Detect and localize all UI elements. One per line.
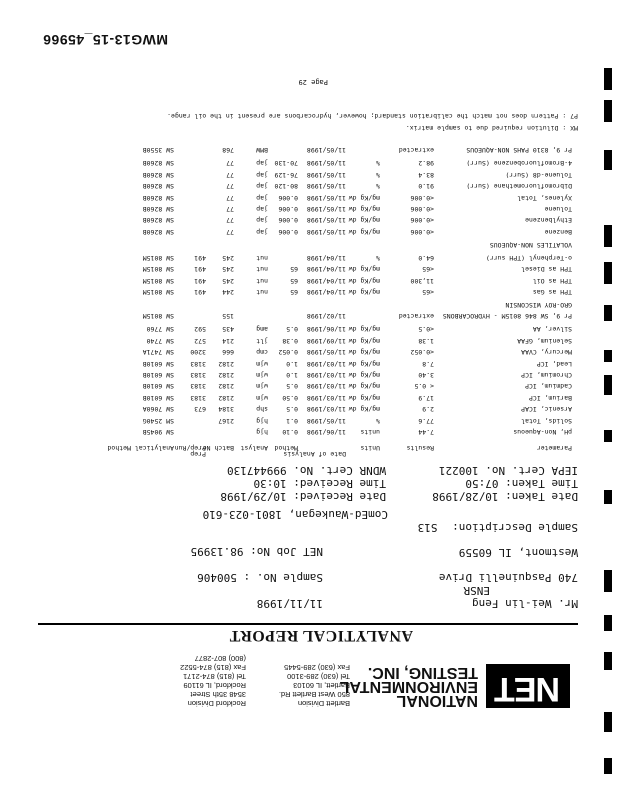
row-parameter: Barium, ICP (528, 393, 572, 402)
row-result: 98.2 (418, 159, 434, 168)
row-batch: 2182 (218, 371, 234, 379)
row-units: % (376, 159, 380, 168)
row-date: 11/03/1998 (306, 359, 346, 368)
row-result: < 0.5 (414, 382, 434, 391)
row-analyst: wjm (256, 382, 268, 391)
row-parameter: 4-Bromofluorobenzene (Surr) (466, 159, 572, 168)
row-method: 0.006 (278, 205, 298, 213)
margin-mark (604, 615, 612, 631)
row-method: 0.006 (278, 216, 298, 225)
row-units: mg/Kg dw (348, 227, 380, 236)
row-method: 0.50 (282, 393, 298, 402)
row-date: 11/05/1998 (306, 193, 346, 202)
row-units: mg/Kg dw (348, 325, 380, 334)
row-parameter: Chromium, ICP (521, 371, 572, 379)
row-batch: 2167 (218, 416, 234, 425)
row-analytical-method: SW 6010B (142, 359, 174, 368)
row-parameter: Benzene (544, 227, 572, 236)
date-received-row (220, 490, 386, 503)
page-number: Page 29 (298, 78, 328, 86)
row-parameter: GRO-ROY WISCONSIN (505, 301, 572, 309)
row-batch: 77 (226, 193, 234, 202)
col-date: Date of Analysis (283, 450, 346, 458)
row-units: mg/Kg dw (348, 265, 380, 274)
row-units: % (376, 182, 380, 191)
row-parameter: Pr 9, SW 846 8015M - HYDROCARBONS (442, 312, 572, 321)
time-taken-row (465, 477, 578, 490)
row-analytical-method: SW 8015M (142, 253, 174, 262)
row-units: units (360, 428, 380, 436)
margin-mark (604, 350, 612, 362)
address-line-1: 740 Pasquinelli Drive (438, 571, 578, 584)
col-units: Units (360, 444, 380, 452)
row-method: 0.5 (286, 405, 298, 414)
row-batch: 77 (226, 182, 234, 191)
row-date: 11/05/1998 (306, 416, 346, 425)
row-result: 91.0 (418, 182, 434, 191)
row-parameter: Xylenes, Total (517, 193, 572, 202)
time-received-label: Time Received: (293, 477, 386, 490)
row-analytical-method: SM 2540G (142, 416, 174, 425)
margin-mark (604, 430, 612, 442)
row-parameter: TPH as Oil (532, 276, 572, 285)
date-taken-row (432, 490, 578, 503)
row-analytical-method: SW 8015M (142, 288, 174, 296)
col-prep-run: Prep/Run (174, 444, 206, 452)
row-analyst: wjm (256, 371, 268, 379)
time-taken-label: Time Taken: (505, 477, 578, 490)
row-parameter: TPH as Gas (532, 288, 572, 296)
wdnr-cert-row (227, 464, 386, 477)
row-analytical-method: SW 7740 (146, 336, 174, 345)
company-line-2: ENVIRONMENTAL (339, 678, 478, 695)
row-analytical-method: SW 8260B (142, 193, 174, 202)
row-analytical-method: SW 8260B (142, 227, 174, 236)
net-job-row (191, 545, 323, 558)
col-prep: Prep (190, 450, 206, 458)
row-analyst: jap (256, 205, 268, 213)
row-result: <0.006 (410, 205, 434, 213)
row-analytical-method: SW 8015M (142, 312, 174, 321)
row-method: 65 (290, 288, 298, 296)
net-job-value: 98.13995 (190, 545, 244, 558)
client-org: ENSR (463, 584, 490, 597)
row-result: <0.5 (418, 325, 434, 334)
row-analytical-method: SW 8260B (142, 205, 174, 213)
col-analytical-method: Analytical Method (107, 444, 174, 452)
row-units: % (376, 416, 380, 425)
sample-no-row (197, 571, 323, 584)
sample-no-label: Sample No. : (243, 571, 323, 584)
note-mx: MX : Dilution required due to sample matrix. (405, 124, 578, 132)
row-analytical-method: SW 8260B (142, 216, 174, 225)
margin-mark (604, 758, 612, 774)
row-prep-run: 592 (194, 325, 206, 334)
row-prep-run: 3183 (190, 382, 206, 391)
row-batch: 666 (222, 348, 234, 357)
row-method: 70-130 (274, 159, 298, 168)
row-method: 0.5 (286, 325, 298, 334)
row-method: 0.5 (286, 382, 298, 391)
rockford-division: Rockford Division 3548 35th Street Rockford, IL 61109 Tel (815) 874-2171 Fax (815) 874-5522 (800) 807-2877 (180, 654, 246, 708)
row-prep-run: 491 (194, 276, 206, 285)
row-analytical-method: SW 8015M (142, 276, 174, 285)
row-result: 17.9 (418, 393, 434, 402)
row-units: mg/Kg dw (348, 288, 380, 296)
time-received-row (254, 477, 386, 490)
row-parameter: Toluene (544, 205, 572, 213)
row-result: 77.6 (418, 416, 434, 425)
margin-mark (604, 712, 612, 732)
date-taken-label: Date Taken: (505, 490, 578, 503)
row-batch: 77 (226, 216, 234, 225)
wdnr-cert-value: 999447130 (227, 464, 287, 477)
row-parameter: Dibromofluoromethane (Surr) (466, 182, 572, 191)
row-date: 11/06/1998 (306, 325, 346, 334)
row-method: 0.10 (282, 428, 298, 436)
row-analyst: jap (256, 182, 268, 191)
row-date: 11/03/1998 (306, 382, 346, 391)
row-method: 76-129 (274, 170, 298, 179)
row-result: <65 (422, 265, 434, 274)
row-prep-run: 491 (194, 288, 206, 296)
row-date: 11/05/1998 (306, 348, 346, 357)
row-batch: 245 (222, 265, 234, 274)
project-name: ComEd-Waukegan, 1801-023-610 (202, 508, 388, 521)
date-received-label: Date Received: (293, 490, 386, 503)
margin-mark (604, 652, 612, 670)
row-date: 11/03/1998 (306, 405, 346, 414)
row-date: 11/05/1998 (306, 182, 346, 191)
row-parameter: Toluene-d8 (Surr) (505, 170, 572, 179)
row-batch: 3184 (218, 405, 234, 414)
row-parameter: pH, Non-Aqueous (513, 428, 572, 436)
report-title: ANALYTICAL REPORT (229, 627, 413, 644)
iepa-cert-label: IEPA Cert. No. (485, 464, 578, 477)
row-analytical-method: SW 7060A (142, 405, 174, 414)
iepa-cert-value: 100221 (438, 464, 479, 477)
wdnr-cert-label: WDNR Cert. No. (293, 464, 386, 477)
row-batch: 244 (222, 288, 234, 296)
row-result: 7.44 (418, 428, 434, 436)
row-method: 0.006 (278, 227, 298, 236)
row-method: 65 (290, 265, 298, 274)
row-analytical-method: SW 8260B (142, 159, 174, 168)
row-result: 7.8 (422, 359, 434, 368)
row-batch: 2182 (218, 393, 234, 402)
row-analyst: nut (256, 288, 268, 296)
row-batch: 2182 (218, 359, 234, 368)
row-date: 11/05/1998 (306, 216, 346, 225)
row-analyst: hjg (256, 416, 268, 425)
date-taken-value: 10/28/1998 (432, 490, 499, 503)
row-units: mg/Kg dw (348, 382, 380, 391)
row-analyst: wjm (256, 393, 268, 402)
row-result: <0.006 (410, 227, 434, 236)
row-prep-run: 491 (194, 253, 206, 262)
col-analyst: Analyst (240, 444, 268, 452)
row-date: 11/09/1998 (306, 336, 346, 345)
margin-mark (604, 570, 612, 592)
row-analyst: BMW (256, 146, 268, 155)
row-units: % (376, 170, 380, 179)
row-parameter: Selenium, GFAA (517, 336, 572, 345)
row-units: mg/Kg dw (348, 336, 380, 345)
row-prep-run: 3183 (190, 393, 206, 402)
col-method: Method (274, 444, 298, 452)
row-result: extracted (398, 312, 434, 321)
date-received-value: 10/29/1998 (220, 490, 287, 503)
row-batch: 214 (222, 336, 234, 345)
row-batch: 77 (226, 227, 234, 236)
row-batch: 245 (222, 253, 234, 262)
company-line-3: TESTING, INC. (367, 664, 478, 681)
row-units: % (376, 253, 380, 262)
margin-mark (604, 100, 612, 122)
row-analytical-method: SW 6010B (142, 371, 174, 379)
row-result: <0.006 (410, 193, 434, 202)
row-date: 11/02/1998 (306, 312, 346, 321)
client-block (439, 546, 578, 610)
row-analyst: jap (256, 170, 268, 179)
row-parameter: Ethylbenzene (525, 216, 572, 225)
row-date: 11/04/1998 (306, 288, 346, 296)
row-method: 1.0 (286, 371, 298, 379)
row-analyst: shp (256, 405, 268, 414)
row-date: 11/05/1998 (306, 159, 346, 168)
col-batch: Batch No. (198, 444, 234, 452)
row-analyst: hjg (256, 428, 268, 436)
row-batch: 77 (226, 159, 234, 168)
sample-description-label: Sample Description: (452, 521, 578, 534)
row-analytical-method: SW 6010B (142, 382, 174, 391)
report-date: 11/11/1998 (256, 597, 323, 610)
row-parameter: Mercury, CVAA (521, 348, 572, 357)
row-analyst: jap (256, 193, 268, 202)
row-parameter: o-Terphenyl (TPH surr) (485, 253, 572, 262)
row-result: 1.38 (418, 336, 434, 345)
row-prep-run: 572 (194, 336, 206, 345)
row-prep-run: 3183 (190, 371, 206, 379)
row-result: <0.052 (410, 348, 434, 357)
title-rule (38, 623, 578, 625)
row-analyst: amg (256, 325, 268, 334)
row-result: 3.40 (418, 371, 434, 379)
row-analyst: nut (256, 276, 268, 285)
row-date: 11/03/1998 (306, 371, 346, 379)
client-name: Mr. Wei-lin Feng (472, 597, 578, 610)
row-method: 0.006 (278, 193, 298, 202)
row-batch: 155 (222, 312, 234, 321)
row-method: 0.1 (286, 416, 298, 425)
time-taken-value: 07:50 (465, 477, 499, 490)
row-parameter: Lead, ICP (536, 359, 572, 368)
row-units: mg/Kg dw (348, 216, 380, 225)
row-result: 83.4 (418, 170, 434, 179)
row-analyst: jap (256, 216, 268, 225)
document-id: MWG13-15_45966 (42, 32, 168, 48)
row-analytical-method: SW 8015M (142, 265, 174, 274)
row-units: mg/Kg dw (348, 205, 380, 213)
row-analytical-method: SW 8260B (142, 182, 174, 191)
row-analyst: cmp (256, 348, 268, 357)
row-date: 11/05/1998 (306, 205, 346, 213)
row-date: 11/05/1998 (306, 170, 346, 179)
row-prep-run: 673 (194, 405, 206, 414)
address-line-2: Westmont, IL 60559 (458, 546, 578, 559)
row-prep-run: 3183 (190, 359, 206, 368)
note-p7: P7 : Pattern does not match the calibration standard; however, hydrocarbons are present in the oil range. (167, 112, 578, 120)
time-received-value: 10:30 (253, 477, 287, 490)
margin-mark (604, 375, 612, 395)
row-result: 2.9 (422, 405, 434, 414)
row-units: mg/Kg dw (348, 348, 380, 357)
row-date: 11/04/1998 (306, 265, 346, 274)
margin-mark (604, 225, 612, 247)
row-parameter: Cadmium, ICP (525, 382, 572, 391)
bartlett-division: Bartlett Division 850 West Bartlett Rd. Bartlett, IL 60103 Tel (630) 289-3100 Fax (630) 289-5445 (278, 663, 350, 708)
row-result: 11,300 (410, 276, 434, 285)
row-parameter: Solids, Total (521, 416, 572, 425)
row-method: 0.38 (282, 336, 298, 345)
row-units: mg/Kg dw (348, 359, 380, 368)
row-units: mg/Kg dw (348, 371, 380, 379)
sample-description-row (418, 521, 578, 534)
net-job-label: NET Job No: (250, 545, 323, 558)
row-batch: 245 (222, 276, 234, 285)
margin-mark (604, 490, 612, 504)
margin-mark (604, 305, 612, 321)
iepa-cert-row (439, 464, 578, 477)
row-units: mg/Kg dw (348, 405, 380, 414)
row-analytical-method: SW 8260B (142, 170, 174, 179)
row-batch: 2182 (218, 382, 234, 391)
row-analyst: wjm (256, 359, 268, 368)
margin-mark (604, 150, 612, 170)
row-units: mg/Kg dw (348, 276, 380, 285)
row-result: <0.006 (410, 216, 434, 225)
row-date: 11/03/1998 (306, 393, 346, 402)
row-prep-run: 491 (194, 265, 206, 274)
row-analyst: jlt (256, 336, 268, 345)
row-result: extracted (398, 146, 434, 155)
sample-description-value: S13 (417, 521, 438, 534)
margin-mark (604, 262, 612, 284)
company-name (340, 665, 478, 707)
row-units: mg/Kg dw (348, 193, 380, 202)
logo-text: NET (495, 670, 560, 708)
sample-no-value: 500406 (197, 571, 237, 584)
row-parameter: Arsenic, ICAP (521, 405, 572, 414)
row-date: 11/05/1998 (306, 146, 346, 155)
row-analyst: nut (256, 253, 268, 262)
row-date: 11/04/1998 (306, 276, 346, 285)
row-parameter: TPH as Diesel (521, 265, 572, 274)
row-result: <65 (422, 288, 434, 296)
row-method: 1.0 (286, 359, 298, 368)
row-batch: 768 (222, 146, 234, 155)
row-analyst: nut (256, 265, 268, 274)
row-batch: 77 (226, 170, 234, 179)
row-parameter: Pr 9, 8310 PAHS NON-AQUEOUS (466, 146, 572, 155)
row-batch: 77 (226, 205, 234, 213)
margin-mark (604, 68, 612, 90)
row-method: 0.052 (278, 348, 298, 357)
row-units: mg/Kg dw (348, 393, 380, 402)
row-analytical-method: SW 3550B (142, 146, 174, 155)
row-method: 65 (290, 276, 298, 285)
col-results: Results (406, 444, 434, 452)
row-date: 11/04/1998 (306, 253, 346, 262)
row-analytical-method: SW 7471A (142, 348, 174, 357)
row-date: 11/06/1998 (306, 428, 346, 436)
row-result: 64.0 (418, 253, 434, 262)
row-analytical-method: SW 9045B (142, 428, 174, 436)
row-date: 11/05/1998 (306, 227, 346, 236)
row-method: 80-120 (274, 182, 298, 191)
row-analyst: jap (256, 227, 268, 236)
row-prep-run: 3200 (190, 348, 206, 357)
col-parameter: Parameter (536, 444, 572, 452)
row-batch: 435 (222, 325, 234, 334)
row-analytical-method: SW 6010B (142, 393, 174, 402)
row-analyst: jap (256, 159, 268, 168)
company-line-1: NATIONAL (396, 692, 478, 709)
row-parameter: Silver, AA (532, 325, 572, 334)
row-analytical-method: SW 7760 (146, 325, 174, 334)
row-parameter: VOLATILES NON-AQUEOUS (489, 240, 572, 249)
